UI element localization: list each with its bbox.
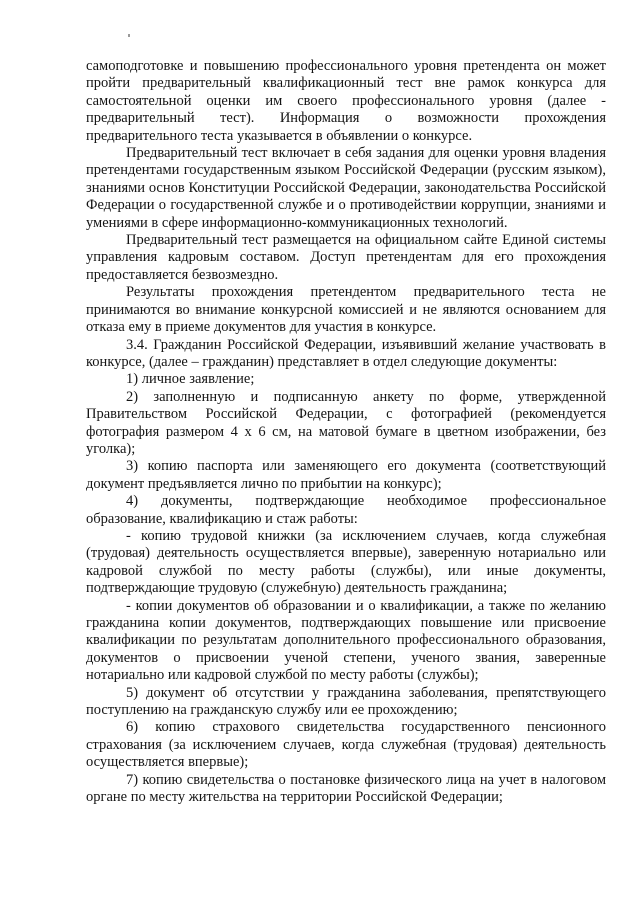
- document-body: [86, 58, 606, 806]
- paragraph-test-content: Предварительный тест включает в себя задания для оценки уровня владения претендентами государственным языком Российской Федерации (русским языком), знаниями основ Конституции Российской Федерации, законодательства Российской Федерации о государственной службе и о противодействии коррупции, знаниями и умениями в сфере информационно-коммуникационных технологий.: [86, 145, 606, 231]
- paragraph-test-results: Результаты прохождения претендентом предварительного теста не принимаются во внимание конкурсной комиссией и не являются основанием для отказа ему в приеме документов для участия в конкурсе.: [86, 284, 606, 336]
- list-subitem-education: - копии документов об образовании и о квалификации, а также по желанию гражданина копии документов, подтверждающих повышение или присвоение квалификации по результатам дополнительного профессионального образования, документов о присвоении ученой степени, ученого звания, заверенные нотариально или кадровой службой по месту работы (службы);: [86, 597, 606, 684]
- paragraph-continuation: самоподготовке и повышению профессионального уровня претендента он может пройти предварительный квалификационный тест вне рамок конкурса для самостоятельной оценки им своего профессионального уровня (далее - предварительный тест). Информация о возможности прохождения предварительного теста указывается в объявлении о конкурсе.: [86, 58, 606, 144]
- list-item-4: 4) документы, подтверждающие необходимое профессиональное образование, квалификацию и стаж работы:: [86, 493, 606, 527]
- list-item-5: 5) документ об отсутствии у гражданина заболевания, препятствующего поступлению на гражданскую службу или ее прохождению;: [86, 684, 606, 719]
- list-item-1: 1) личное заявление;: [126, 371, 255, 388]
- list-item-3: 3) копию паспорта или заменяющего его документа (соответствующий документ предъявляется лично по прибытии на конкурс);: [86, 458, 606, 492]
- list-item-2: 2) заполненную и подписанную анкету по форме, утвержденной Правительством Российской Федерации, с фотографией (рекомендуется фотография размером 4 х 6 см, на матовой бумаге в цветном изображении, без уголка);: [86, 388, 606, 457]
- paragraph-clause-3-4: 3.4. Гражданин Российской Федерации, изъявивший желание участвовать в конкурсе, (далее – гражданин) представляет в отдел следующие документы:: [86, 336, 606, 370]
- list-item-6: 6) копию страхового свидетельства государственного пенсионного страхования (за исключением случаев, когда служебная (трудовая) деятельность осуществляется впервые);: [86, 719, 606, 771]
- paragraph-test-location: Предварительный тест размещается на официальном сайте Единой системы управления кадровым составом. Доступ претендентам для его прохождения предоставляется безвозмездно.: [86, 232, 606, 283]
- list-item-7: 7) копию свидетельства о постановке физического лица на учет в налоговом органе по месту жительства на территории Российской Федерации;: [86, 771, 606, 806]
- scan-mark: [128, 34, 130, 37]
- list-subitem-work-record: - копию трудовой книжки (за исключением случаев, когда служебная (трудовая) деятельность осуществляется впервые), заверенную нотариально или кадровой службой по месту работы (службы), или иные документы, подтверждающие трудовую (служебную) деятельность гражданина;: [86, 527, 606, 597]
